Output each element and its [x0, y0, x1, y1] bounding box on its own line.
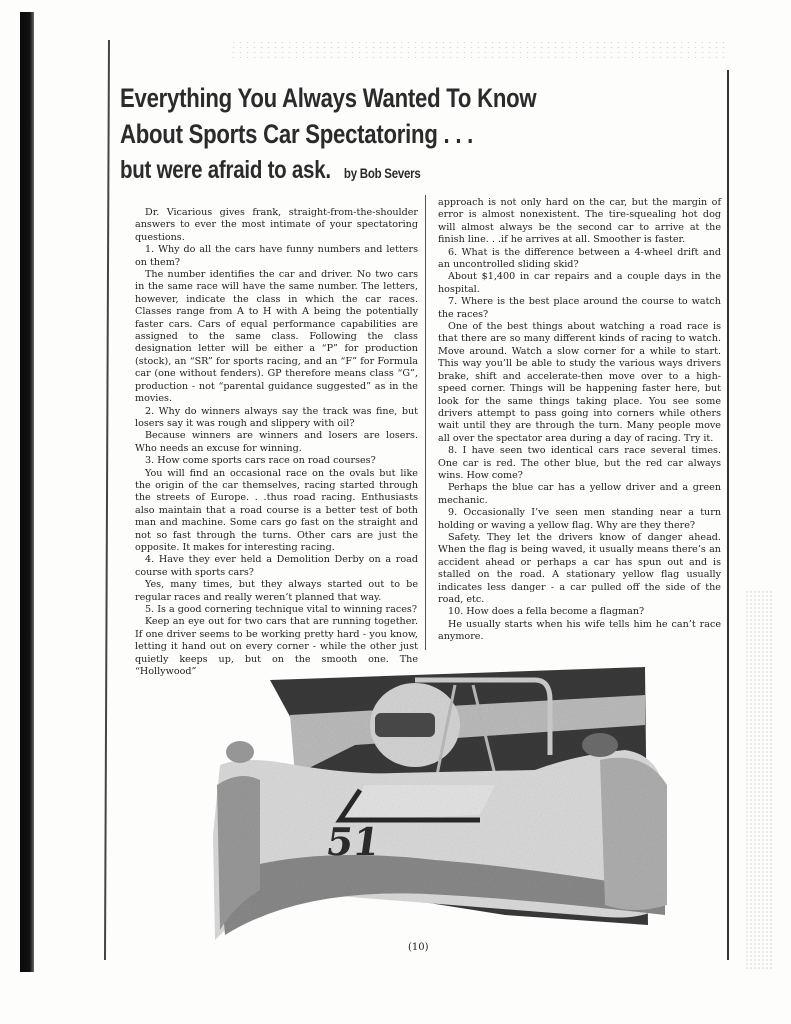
answer: Because winners are winners and losers are losers. Who needs an excuse for winning. [135, 430, 418, 454]
left-mirror [226, 741, 254, 763]
headline-line-3 [120, 152, 612, 191]
question: 2. Why do winners always say the track was fine, but losers say it was rough and slippery with oil? [135, 405, 418, 429]
question: 9. Occasionally I’ve seen men standing near a turn holding or waving a yellow flag. Why are they there? [438, 507, 721, 531]
answer: approach is not only hard on the car, but the margin of error is almost nonexistent. The tire-squealing hot dog will almost always be the second car to arrive at the finish line. . .if he arrives at all. Smoother is faster. [438, 197, 721, 246]
column-divider [425, 195, 426, 650]
headline-line-2: About Sports Car Spectatoring . . . [120, 119, 474, 149]
page-number: (10) [408, 942, 429, 953]
question: 6. What is the difference between a 4-wheel drift and an uncontrolled sliding skid? [438, 246, 721, 271]
helmet-visor [375, 713, 435, 737]
answer: He usually starts when his wife tells him he can’t race anymore. [438, 618, 721, 643]
answer: Yes, many times, but they always started out to be regular races and really weren’t planned that way. [135, 579, 418, 603]
answer: Keep an eye out for two cars that are running together. If one driver seems to be working pretty hard - you know, letting it hand out on every corner - while the other just quietly keeps up, but on the smooth one. The “Hollywood” [135, 616, 418, 678]
answer: About $1,400 in car repairs and a couple days in the hospital. [438, 271, 721, 295]
scan-noise [745, 590, 773, 970]
question: 5. Is a good cornering technique vital to winning races? [145, 604, 417, 615]
right-column [438, 197, 721, 644]
answer: The number identifies the car and driver. No two cars in the same race will have the same number. The letters, however, indicate the class in which the car races. Classes range from A to H with A being the potentially faster cars. Cars of equal performance capabilities are assigned to the same class. Following the class designation letter will be either a “P” for production (stock), an “SR” for sports racing, and an “F” for Formula car (one without fenders). GP therefore means class “G”, production - not “parental guidance suggested” as in the movies. [135, 269, 418, 405]
byline: by Bob Severs [343, 165, 421, 181]
headline-line-1: Everything You Always Wanted To Know [120, 83, 537, 113]
car-number: 51 [323, 820, 383, 865]
right-fender [600, 758, 667, 910]
paragraph: Dr. Vicarious gives frank, straight-from-the-shoulder answers to ever the most intimate of your spectatoring questions. [135, 207, 418, 243]
scan-noise [230, 40, 730, 58]
answer: Safety. They let the drivers know of danger ahead. When the flag is being waved, it usually means there’s an accident ahead or perhaps a car has spun out and is stalled on the road. A stationary yellow flag usually indicates less danger - a car pulled off the side of the road, etc. [438, 531, 721, 605]
left-column [135, 207, 418, 678]
question: 1. Why do all the cars have funny numbers and letters on them? [135, 244, 418, 268]
hood-scoop [340, 785, 495, 820]
left-border-rule [104, 40, 110, 960]
right-mirror [582, 733, 618, 757]
binding-edge [20, 12, 34, 972]
question: 10. How does a fella become a flagman? [448, 606, 645, 618]
car-body [213, 750, 665, 940]
question: 7. Where is the best place around the course to watch the races? [438, 296, 721, 320]
answer: You will find an occasional race on the ovals but like the origin of the car themselves, racing started through the streets of Europe. . .thus road racing. Enthusiasts also maintain that a road course is a better test of both man and machine. Some cars go fast on the straight and not so fast through the turns. Other cars are just the opposite. It makes for interesting racing. [135, 467, 418, 553]
question: 3. How come sports cars race on road courses? [145, 455, 376, 467]
question: 4. Have they ever held a Demolition Derby on a road course with sports cars? [135, 554, 418, 578]
article-headline [120, 80, 612, 191]
right-border-rule [727, 70, 729, 960]
headline-line-3-text: but were afraid to ask. [120, 156, 331, 184]
question: 8. I have seen two identical cars race several times. One car is red. The other blue, but the red car always wins. How come? [438, 445, 721, 481]
race-car-photo [205, 655, 675, 955]
answer: Perhaps the blue car has a yellow driver and a green mechanic. [438, 482, 721, 506]
answer: One of the best things about watching a road race is that there are so many different kinds of racing to watch. Move around. Watch a slow corner for a while to start. This way you’ll be able to study the various ways drivers brake, shift and accelerate-then move over to a high-speed corner. Things will be happening faster here, but look for the same things taking place. You see some drivers attempt to pass going into corners while others wait until they are through the turn. Many people move all over the spectator area during a day of racing. Try it. [438, 321, 721, 444]
